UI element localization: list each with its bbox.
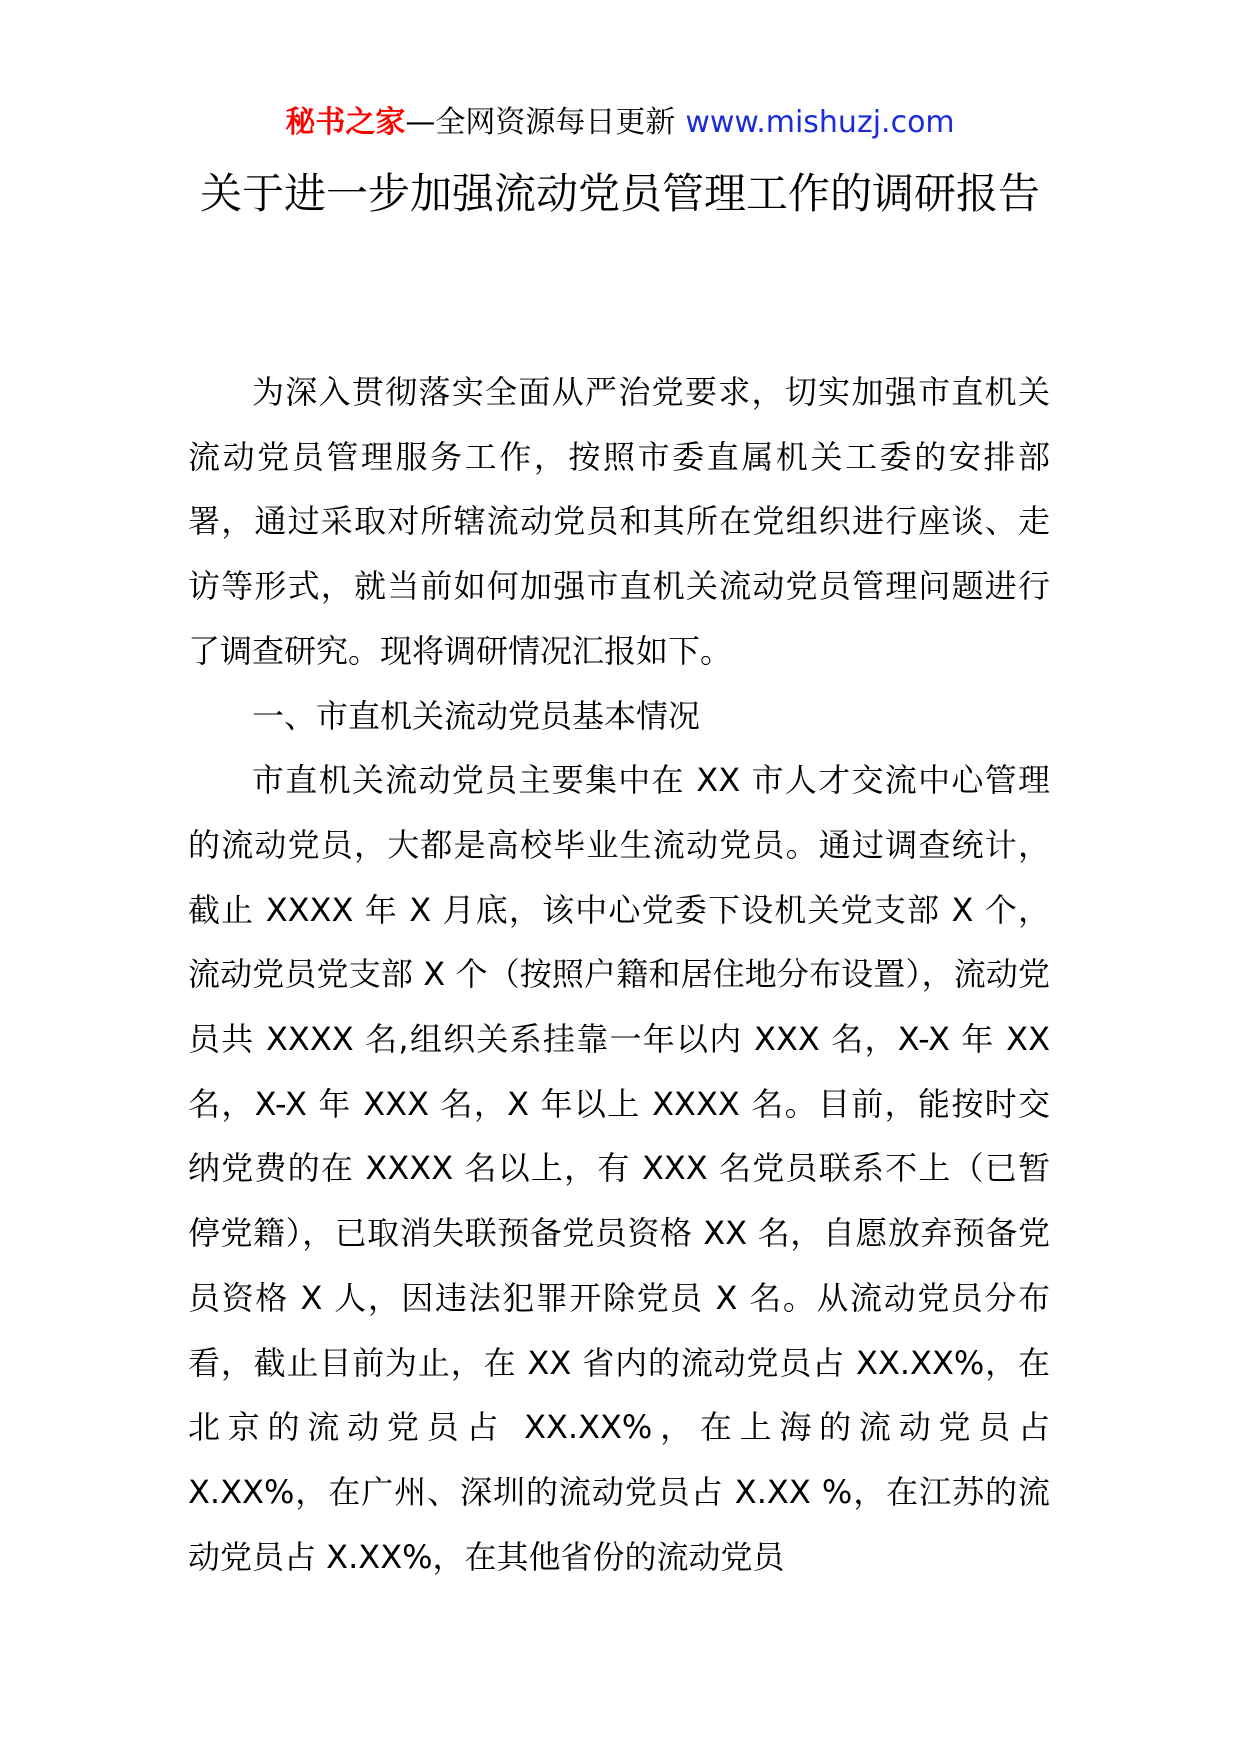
site-banner	[0, 100, 1240, 146]
intro-paragraph: 为深入贯彻落实全面从严治党要求，切实加强市直机关流动党员管理服务工作，按照市委直属机关工委的安排部署，通过采取对所辖流动党员和其所在党组织进行座谈、走访等形式，就当前如何加强市直机关流动党员管理问题进行了调查研究。现将调研情况汇报如下。	[188, 373, 1050, 670]
site-url[interactable]: www.mishuzj.com	[685, 105, 955, 140]
document-title: 关于进一步加强流动党员管理工作的调研报告	[199, 169, 1040, 218]
body-paragraph: 市直机关流动党员主要集中在 XX 市人才交流中心管理的流动党员，大都是高校毕业生流动党员。通过调查统计，截止 XXXX 年 X 月底，该中心党委下设机关党支部 X 个，流动党员党支部 X 个（按照户籍和居住地分布设置），流动党员共 XXXX 名,组织关系挂靠一年以内 XXX 名，X-X 年 XX 名，X-X 年 XXX 名，X 年以上 XXXX 名。目前，能按时交纳党费的在 XXXX 名以上，有 XXX 名党员联系不上（已暂停党籍），已取消失联预备党员资格 XX 名，自愿放弃预备党员资格 X 人，因违法犯罪开除党员 X 名。从流动党员分布看，截止目前为止，在 XX 省内的流动党员占 XX.XX%，在北京的流动党员占 XX.XX%，在上海的流动党员占 X.XX%，在广州、深圳的流动党员占 X.XX %，在江苏的流动党员占 X.XX%，在其他省份的流动党员	[188, 761, 1050, 1576]
section-heading: 一、市直机关流动党员基本情况	[252, 696, 701, 735]
brand-name: 秘书之家	[285, 105, 406, 140]
banner-tagline: —全网资源每日更新	[405, 105, 676, 140]
document-body	[188, 360, 1050, 1589]
